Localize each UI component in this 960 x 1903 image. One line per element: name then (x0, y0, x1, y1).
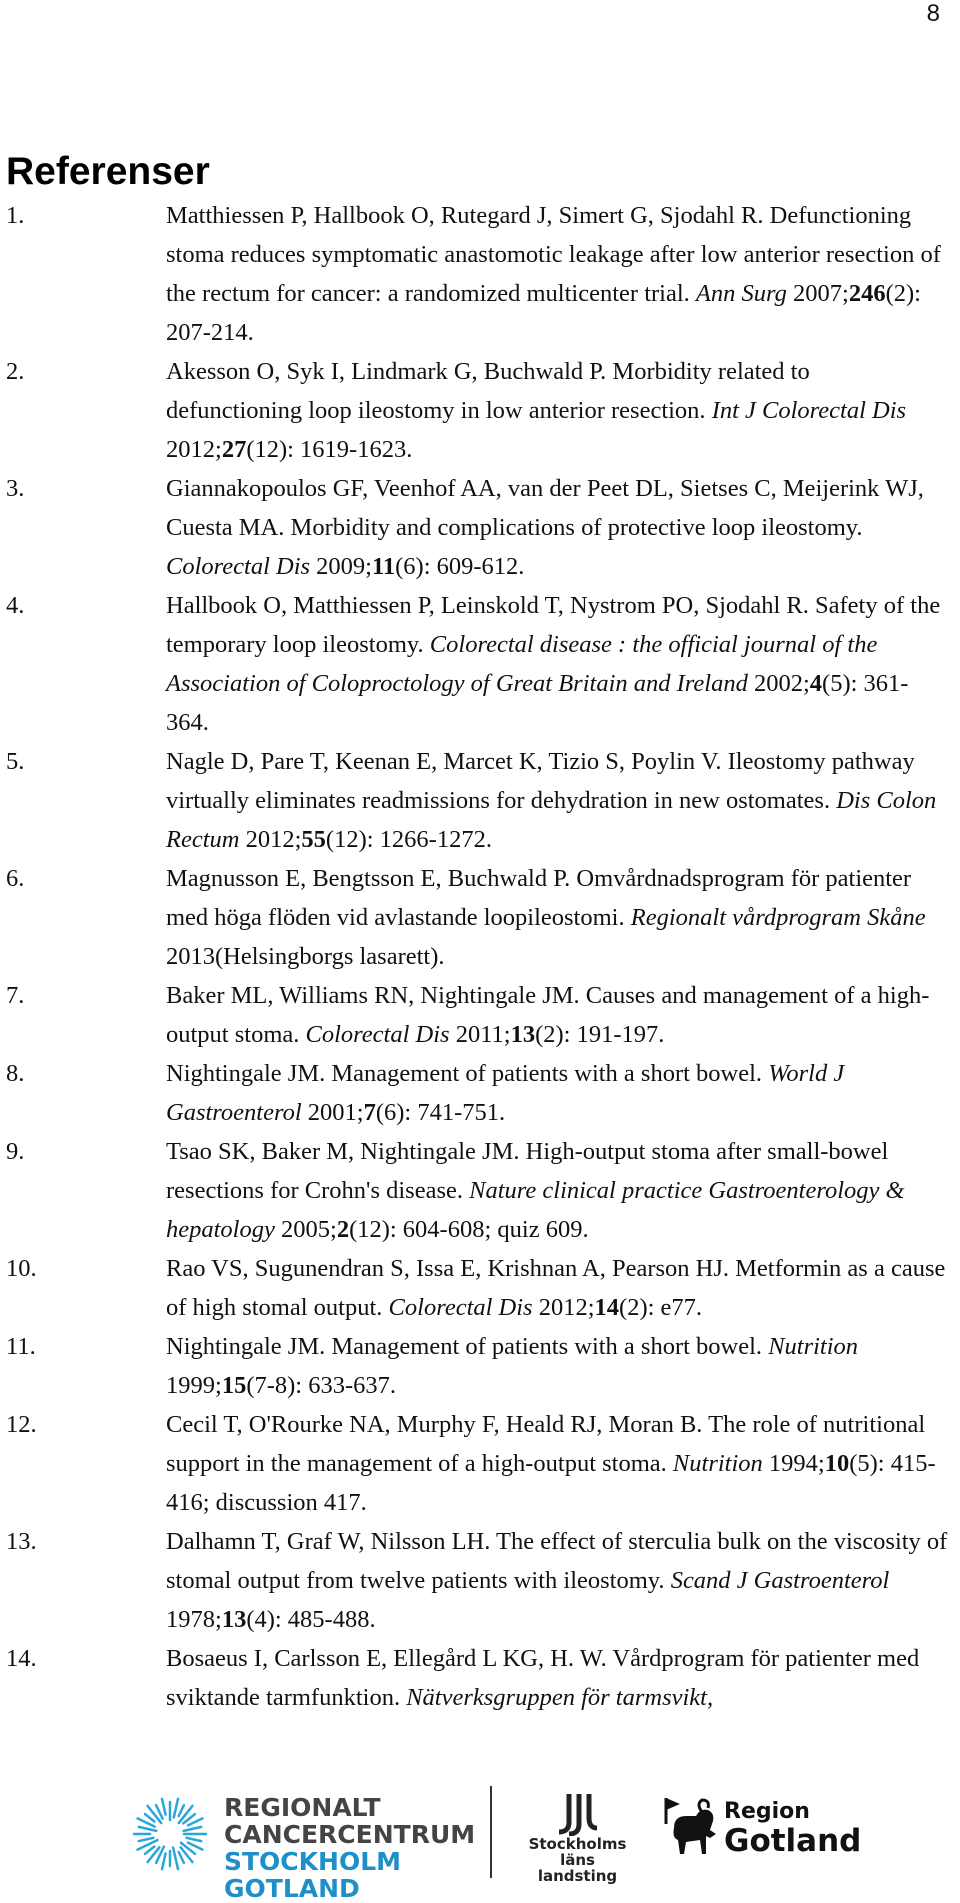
reference-journal: Colorectal Dis (166, 553, 311, 580)
reference-authors-title: Nagle D, Pare T, Keenan E, Marcet K, Tizio S, Poylin V. Ileostomy pathway virtually eliminates readmissions for dehydration in new ostomates. (166, 748, 915, 814)
reference-number: 13. (6, 1528, 37, 1555)
reference-number: 12. (6, 1411, 37, 1438)
reference-authors-title: Dalhamn T, Graf W, Nilsson LH. The effect of sterculia bulk on the viscosity of stomal output from twelve patients with ileostomy. (166, 1528, 948, 1594)
rcc-line-2: CANCERCENTRUM (224, 1820, 476, 1849)
reference-year: 2012; (239, 826, 302, 853)
reference-item (0, 586, 960, 742)
reference-number: 2. (6, 358, 25, 385)
reference-item (0, 1249, 960, 1327)
regionalt-cancercentrum-logo (130, 1792, 490, 1903)
reference-authors-title: Magnusson E, Bengtsson E, Buchwald P. Omvårdnadsprogram för patienter med höga flöden vid avlastande loopileostomi. (166, 865, 912, 931)
reference-number: 11. (6, 1333, 36, 1360)
footer-logos (0, 1786, 960, 1903)
sun-ray (179, 1805, 184, 1816)
reference-item (0, 352, 960, 469)
page-number: 8 (926, 0, 940, 27)
reference-number: 3. (6, 475, 25, 502)
reference-journal: Colorectal Dis (388, 1294, 533, 1321)
reference-journal: World J Gastroenterol (166, 1060, 845, 1126)
sun-ray (145, 1814, 154, 1821)
sun-ray (162, 1853, 166, 1869)
reference-item (0, 1327, 960, 1405)
sun-ray (139, 1838, 154, 1841)
reference-number: 9. (6, 1138, 25, 1165)
reference-pages: (7-8): 633-637. (246, 1372, 397, 1399)
sll-emblem-icon (555, 1792, 601, 1836)
reference-item (0, 1639, 960, 1717)
sun-ray (179, 1852, 184, 1863)
reference-pages: (2): 207-214. (166, 280, 921, 346)
reference-number: 6. (6, 865, 25, 892)
reference-authors-title: Giannakopoulos GF, Veenhof AA, van der Peet DL, Sietses C, Meijerink WJ, Cuesta MA. Morbidity and complications of protective loop ileostomy. (166, 475, 924, 541)
ram-icon (660, 1794, 720, 1870)
reference-pages: (4): 485-488. (246, 1606, 376, 1633)
reference-volume: 15 (221, 1372, 247, 1399)
region-gotland-logo (660, 1790, 870, 1876)
reference-year: 2012; (532, 1294, 595, 1321)
reference-year: 2005; (274, 1216, 337, 1243)
reference-year: 1978; (166, 1606, 222, 1633)
reference-journal: Dis Colon Rectum (166, 787, 937, 853)
reference-year: 2011; (449, 1021, 511, 1048)
sun-ray (173, 1848, 178, 1869)
sll-line-1: Stockholms läns (528, 1835, 627, 1869)
reference-authors-title: Hallbook O, Matthiessen P, Leinskold T, Nystrom PO, Sjodahl R. Safety of the temporary loop ileostomy. (166, 592, 941, 658)
reference-pages: (Helsingborgs lasarett). (215, 943, 445, 970)
reference-authors-title: Akesson O, Syk I, Lindmark G, Buchwald P. Morbidity related to defunctioning loop ileostomy in low anterior resection. (166, 358, 810, 424)
reference-journal: Nature clinical practice Gastroenterology & hepatology (166, 1177, 905, 1243)
reference-number: 10. (6, 1255, 37, 1282)
reference-authors-title: Tsao SK, Baker M, Nightingale JM. High-output stoma after small-bowel resections for Crohn's disease. (166, 1138, 889, 1204)
reference-year: 2001; (301, 1099, 364, 1126)
reference-volume: 13 (510, 1021, 536, 1048)
reference-journal: Nutrition (768, 1333, 859, 1360)
sun-ray (184, 1827, 202, 1831)
reference-volume: 14 (594, 1294, 620, 1321)
reference-item (0, 469, 960, 586)
reference-number: 8. (6, 1060, 25, 1087)
reference-number: 1. (6, 202, 25, 229)
reference-item (0, 1054, 960, 1132)
sll-line-2: landsting (537, 1867, 618, 1885)
page-title: Referenser (6, 150, 210, 193)
reference-volume: 55 (301, 826, 326, 853)
reference-year: 2007; (786, 280, 849, 307)
reference-number: 4. (6, 592, 25, 619)
reference-journal: Regionalt vårdprogram Skåne (630, 904, 926, 931)
reference-authors-title: Matthiessen P, Hallbook O, Rutegard J, Simert G, Sjodahl R. Defunctioning stoma reduces symptomatic anastomotic leakage after low anterior resection of the rectum for cancer: a randomized multicenter trial. (166, 202, 941, 307)
sun-ray (187, 1838, 202, 1841)
reference-authors-title: Rao VS, Sugunendran S, Issa E, Krishnan A, Pearson HJ. Metformin as a cause of high stomal output. (166, 1255, 946, 1321)
sun-ray (145, 1846, 154, 1853)
reference-list (0, 196, 960, 1717)
gotland-line-1: Region (724, 1799, 810, 1824)
reference-item (0, 742, 960, 859)
reference-volume: 246 (848, 280, 886, 307)
reference-volume: 4 (809, 670, 823, 697)
reference-volume: 10 (824, 1450, 850, 1477)
reference-journal: Nätverksgruppen för tarmsvikt, (406, 1684, 714, 1711)
reference-year: 2012; (166, 436, 222, 463)
reference-volume: 7 (363, 1099, 376, 1126)
reference-number: 14. (6, 1645, 37, 1672)
reference-year: 1999; (166, 1372, 222, 1399)
reference-journal: Scand J Gastroenterol (670, 1567, 890, 1594)
reference-journal: Colorectal Dis (305, 1021, 450, 1048)
reference-pages: (12): 604-608; quiz 609. (349, 1216, 589, 1243)
reference-authors-title: Cecil T, O'Rourke NA, Murphy F, Heald RJ, Moran B. The role of nutritional support in the management of a high-output stoma. (166, 1411, 926, 1477)
sunburst-icon (130, 1794, 210, 1874)
reference-authors-title: Baker ML, Williams RN, Nightingale JM. Causes and management of a high-output stoma. (166, 982, 930, 1048)
reference-volume: 2 (336, 1216, 350, 1243)
reference-item (0, 1405, 960, 1522)
reference-year: 2009; (310, 553, 372, 580)
reference-year: 2013 (166, 943, 215, 970)
sun-ray (174, 1799, 178, 1818)
rcc-line-3: STOCKHOLM GOTLAND (224, 1847, 402, 1903)
reference-volume: 11 (371, 553, 396, 580)
reference-year: 1994; (762, 1450, 825, 1477)
logo-divider (490, 1786, 492, 1878)
sun-ray (162, 1799, 166, 1815)
reference-pages: (5): 415-416; discussion 417. (166, 1450, 936, 1516)
reference-item (0, 1522, 960, 1639)
reference-pages: (6): 741-751. (375, 1099, 506, 1126)
reference-authors-title: Nightingale JM. Management of patients with a short bowel. (166, 1060, 769, 1087)
reference-item (0, 976, 960, 1054)
reference-number: 5. (6, 748, 25, 775)
reference-pages: (2): e77. (619, 1294, 703, 1321)
reference-journal: Ann Surg (695, 280, 787, 307)
reference-pages: (12): 1619-1623. (246, 436, 413, 463)
reference-pages: (12): 1266-1272. (325, 826, 492, 853)
reference-year: 2002; (747, 670, 810, 697)
reference-journal: Colorectal disease : the official journal of the Association of Coloproctology of Great Britain and Ireland (166, 631, 878, 697)
reference-authors-title: Nightingale JM. Management of patients with a short bowel. (166, 1333, 769, 1360)
reference-authors-title: Bosaeus I, Carlsson E, Ellegård L KG, H. W. Vårdprogram för patienter med sviktande tarmfunktion. (166, 1645, 920, 1711)
stockholms-lans-landsting-logo (515, 1792, 640, 1885)
gotland-line-2: Gotland (724, 1823, 862, 1859)
reference-volume: 27 (221, 436, 247, 463)
reference-pages: (5): 361-364. (166, 670, 909, 736)
reference-pages: (2): 191-197. (535, 1021, 665, 1048)
rcc-line-1: REGIONALT (224, 1793, 381, 1822)
reference-journal: Int J Colorectal Dis (711, 397, 907, 424)
reference-item (0, 196, 960, 352)
reference-number: 7. (6, 982, 25, 1009)
reference-journal: Nutrition (672, 1450, 763, 1477)
reference-volume: 13 (221, 1606, 247, 1633)
reference-pages: (6): 609-612. (395, 553, 525, 580)
reference-item (0, 1132, 960, 1249)
reference-item (0, 859, 960, 976)
